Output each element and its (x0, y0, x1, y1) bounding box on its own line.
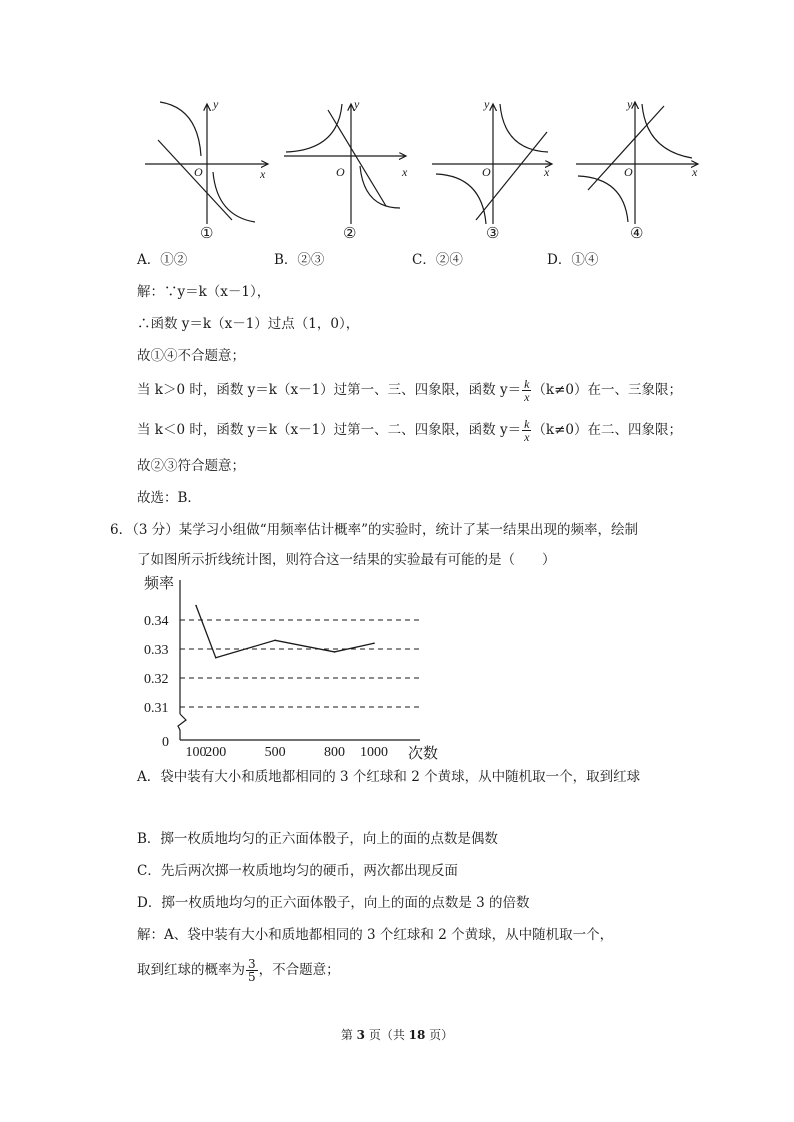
q5-solution-line-7: 故选：B． (137, 490, 201, 506)
option-a[interactable]: A．①② (137, 252, 188, 268)
axis-x-label: x (544, 165, 550, 179)
y-tick-label: 0.33 (144, 643, 169, 658)
graph-marker-1: ① (200, 226, 214, 242)
y-axis-title: 频率 (144, 576, 175, 592)
q5-solution-line-4: 当 k＞0 时，函数 y＝k（x－1）过第一、三、四象限，函数 y＝ $\frac{k}{x}$ （k≠0）在一、三象限； (137, 377, 682, 404)
y-axis-break (178, 714, 186, 740)
graph-marker-3: ③ (486, 226, 500, 242)
q5-solution-line-6: 故②③符合题意； (137, 458, 245, 474)
q5-solution-line-1: 解：∵y＝k（x－1）， (137, 284, 271, 300)
q6-option-d[interactable]: D．掷一枚质地均匀的正六面体骰子，向上的面的点数是 3 的倍数 (137, 895, 530, 911)
q5-solution-line-2: ∴函数 y＝k（x－1）过点（1，0）， (137, 316, 360, 332)
data-point (195, 605, 197, 607)
origin-label: O (194, 165, 203, 179)
frequency-series-line (196, 606, 374, 658)
x-tick-label: 500 (264, 745, 286, 760)
graph-marker-2: ② (343, 226, 357, 242)
q5-solution-line-3: 故①④不合题意； (137, 348, 245, 364)
axis-y-label: y (354, 97, 360, 111)
q6-solution-line-1: 解：A、袋中装有大小和质地都相同的 3 个红球和 2 个黄球，从中随机取一个， (137, 927, 614, 943)
graph-2 (284, 104, 406, 224)
axis-y-label: y (484, 97, 490, 111)
graph-3 (432, 104, 552, 224)
origin-label: O (336, 165, 345, 179)
data-point (334, 651, 336, 653)
q5-solution-line-5: 当 k＜0 时，函数 y＝k（x－1）过第一、二、四象限，函数 y＝ $\frac{k}{x}$ （k≠0）在二、四象限； (137, 417, 682, 444)
q6-solution-line-2: 取到红球的概率为 $\frac{3}{5}$ ，不合题意； (137, 957, 340, 984)
x-tick-label: 1000 (360, 745, 388, 760)
y-tick-label: 0.31 (144, 701, 169, 716)
axis-y-label: y (627, 97, 633, 111)
y-tick-label: 0.34 (144, 614, 169, 629)
q6-stem-line-2: 了如图所示折线统计图，则符合这一结果的实验最有可能的是（ ） (137, 552, 556, 568)
q6-option-a[interactable]: A．袋中装有大小和质地都相同的 3 个红球和 2 个黄球，从中随机取一个，取到红球 (137, 769, 641, 785)
q6-option-c[interactable]: C．先后两次掷一枚质地均匀的硬币，两次都出现反面 (137, 863, 458, 879)
data-point (274, 640, 276, 642)
hyperbola-graphs (140, 96, 700, 246)
axis-x-label: x (402, 165, 408, 179)
origin-label: O (482, 165, 491, 179)
x-tick-label: 800 (323, 745, 345, 760)
option-c[interactable]: C．②④ (412, 252, 463, 268)
graph-1 (145, 102, 268, 224)
option-b[interactable]: B．②③ (274, 252, 325, 268)
data-point (215, 657, 217, 659)
graph-4 (576, 102, 698, 224)
graph-marker-4: ④ (630, 226, 644, 242)
x-axis-title: 次数 (408, 746, 439, 762)
x-tick-label: 100 (185, 745, 207, 760)
zero-label: 0 (162, 735, 169, 750)
origin-label: O (624, 165, 633, 179)
q6-stem-line-1: 6．（3 分）某学习小组做“用频率估计概率”的实验时，统计了某一结果出现的频率，绘制 (110, 522, 639, 538)
data-point (373, 642, 375, 644)
x-tick-label: 200 (205, 745, 227, 760)
frequency-line-chart (130, 574, 450, 766)
y-tick-label: 0.32 (144, 672, 169, 687)
q6-option-b[interactable]: B．掷一枚质地均匀的正六面体骰子，向上的面的点数是偶数 (137, 831, 498, 847)
axis-x-label: x (260, 167, 266, 181)
axis-y-label: y (213, 97, 219, 111)
page-footer: 第 3 页（共 18 页） (340, 1028, 454, 1042)
option-d[interactable]: D．①④ (547, 252, 599, 268)
axis-x-label: x (692, 165, 698, 179)
